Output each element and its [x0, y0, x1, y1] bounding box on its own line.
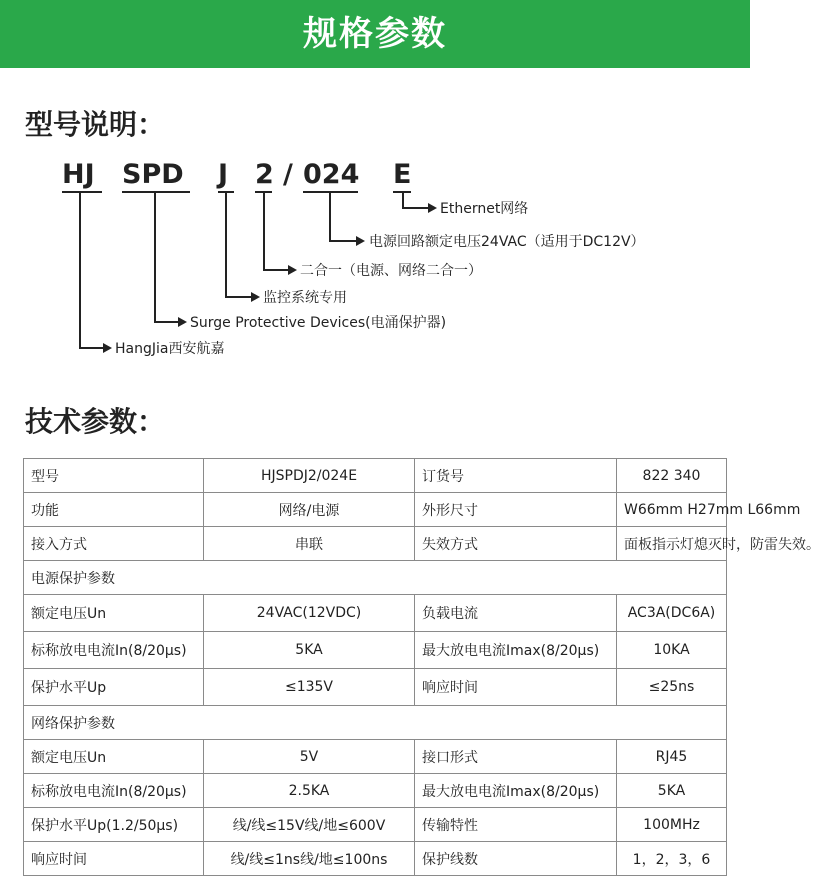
param-value: 822 340 [617, 459, 727, 493]
connector-024 [330, 192, 356, 241]
table-row [24, 740, 727, 774]
param-label: 额定电压Un [24, 740, 204, 774]
param-label: 保护水平Up [24, 669, 204, 706]
param-label: 额定电压Un [24, 595, 204, 632]
param-label: 传输特性 [415, 808, 617, 842]
param-label: 保护线数 [415, 842, 617, 876]
param-value: AC3A(DC6A) [617, 595, 727, 632]
param-value: 5KA [204, 632, 415, 669]
param-value: 线/线≤15V线/地≤600V [204, 808, 415, 842]
code-part-j: J [218, 159, 229, 190]
arrowhead-2 [288, 265, 297, 275]
param-label: 负载电流 [415, 595, 617, 632]
param-value: ≤135V [204, 669, 415, 706]
param-value: 24VAC(12VDC) [204, 595, 415, 632]
desc-ethernet: Ethernet网络 [440, 201, 529, 217]
param-label: 响应时间 [24, 842, 204, 876]
param-value: W66mm H27mm L66mm [617, 493, 727, 527]
param-label: 接入方式 [24, 527, 204, 561]
desc-monitoring: 监控系统专用 [263, 290, 347, 306]
arrowhead-024 [356, 236, 365, 246]
table-row [24, 595, 727, 632]
param-label: 功能 [24, 493, 204, 527]
model-section-heading: 型号说明： [25, 108, 166, 141]
spec-table [23, 458, 820, 876]
param-label: 最大放电电流Imax(8/20μs) [415, 774, 617, 808]
param-label: 订货号 [415, 459, 617, 493]
table-row [24, 632, 727, 669]
param-value: 面板指示灯熄灭时，防雷失效。 [617, 527, 727, 561]
code-part-024: 024 [303, 159, 360, 190]
desc-voltage: 电源回路额定电压24VAC（适用于DC12V） [369, 234, 645, 250]
param-value: ≤25ns [617, 669, 727, 706]
param-value: 串联 [204, 527, 415, 561]
code-part-hj: HJ [62, 159, 95, 190]
param-label: 标称放电电流In(8/20μs) [24, 774, 204, 808]
table-section-row [24, 706, 727, 740]
arrowhead-e [428, 203, 437, 213]
param-label: 保护水平Up(1.2/50μs) [24, 808, 204, 842]
param-label: 标称放电电流In(8/20μs) [24, 632, 204, 669]
table-row [24, 527, 727, 561]
connector-j [226, 192, 251, 297]
network-section-header: 网络保护参数 [24, 706, 727, 740]
param-value: 网络/电源 [204, 493, 415, 527]
param-value: RJ45 [617, 740, 727, 774]
param-label: 最大放电电流Imax(8/20μs) [415, 632, 617, 669]
table-row [24, 493, 727, 527]
param-value: 5V [204, 740, 415, 774]
model-code-diagram [0, 150, 750, 365]
table-row [24, 808, 727, 842]
desc-brand: HangJia西安航嘉 [115, 341, 225, 357]
table-row [24, 459, 727, 493]
connector-hj [80, 192, 103, 348]
connector-e [403, 192, 428, 208]
desc-spd: Surge Protective Devices(电涌保护器) [190, 315, 447, 331]
banner-title: 规格参数 [303, 14, 447, 54]
param-value: HJSPDJ2/024E [204, 459, 415, 493]
param-label: 型号 [24, 459, 204, 493]
desc-two-in-one: 二合一（电源、网络二合一） [300, 263, 482, 279]
table-section-row [24, 561, 727, 595]
arrowhead-hj [103, 343, 112, 353]
param-value: 线/线≤1ns线/地≤100ns [204, 842, 415, 876]
param-label: 接口形式 [415, 740, 617, 774]
param-value: 100MHz [617, 808, 727, 842]
table-row [24, 669, 727, 706]
tech-section-heading: 技术参数： [25, 405, 166, 438]
power-section-header: 电源保护参数 [24, 561, 727, 595]
page-banner [0, 0, 750, 68]
code-part-2: 2 [255, 159, 274, 190]
table-row [24, 774, 727, 808]
param-value: 2.5KA [204, 774, 415, 808]
code-part-e: E [393, 159, 412, 190]
table-row [24, 842, 727, 876]
param-label: 失效方式 [415, 527, 617, 561]
param-value: 5KA [617, 774, 727, 808]
arrowhead-spd [178, 317, 187, 327]
param-value: 10KA [617, 632, 727, 669]
connector-2 [264, 192, 288, 270]
param-value: 1，2，3，6 [617, 842, 727, 876]
param-label: 响应时间 [415, 669, 617, 706]
code-part-slash: / [283, 159, 293, 190]
code-part-spd: SPD [122, 159, 184, 190]
param-label: 外形尺寸 [415, 493, 617, 527]
arrowhead-j [251, 292, 260, 302]
connector-spd [155, 192, 178, 322]
